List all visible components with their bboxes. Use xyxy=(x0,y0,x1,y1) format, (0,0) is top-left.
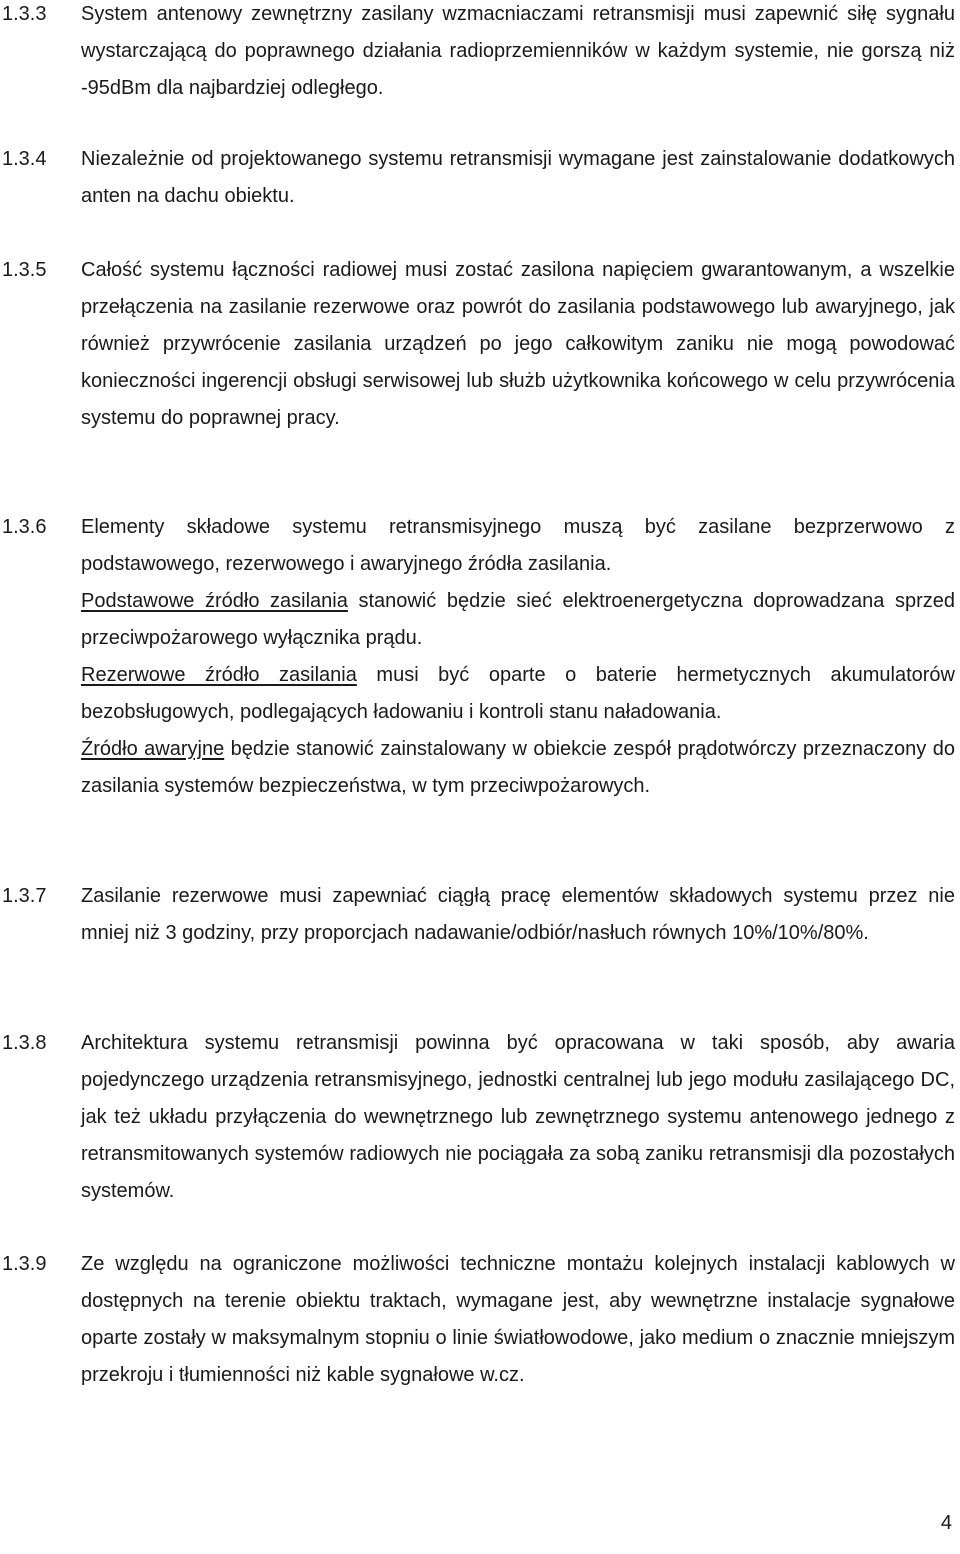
section-number: 1.3.9 xyxy=(2,1253,47,1275)
page-number: 4 xyxy=(940,1512,952,1534)
section-number: 1.3.4 xyxy=(2,148,47,170)
section-number: 1.3.3 xyxy=(2,3,47,25)
paragraph-text: będzie stanowić zainstalowany w obiekcie zespół prądotwórczy przeznaczony do zasilania systemów bezpieczeństwa, w tym przeciwpożarowych. xyxy=(81,738,955,797)
section-body xyxy=(81,509,955,805)
section-body xyxy=(81,0,955,107)
section-number: 1.3.8 xyxy=(2,1032,47,1054)
section-body xyxy=(81,252,955,437)
paragraph xyxy=(81,731,955,805)
paragraph-text: stanowić będzie sieć elektroenergetyczna doprowadzana sprzed przeciwpożarowego wyłącznika prądu. xyxy=(81,590,955,649)
paragraph: System antenowy zewnętrzny zasilany wzmacniaczami retransmisji musi zapewnić siłę sygnału wystarczającą do poprawnego działania radioprzemienników w każdym systemie, nie gorszą niż -95dBm dla najbardziej odległego. xyxy=(81,3,955,99)
paragraph: Elementy składowe systemu retransmisyjnego muszą być zasilane bezprzerwowo z podstawowego, rezerwowego i awaryjnego źródła zasilania. xyxy=(81,516,955,575)
underlined-term: Źródło awaryjne xyxy=(81,738,225,760)
paragraph xyxy=(81,657,955,731)
section-body xyxy=(81,141,955,215)
paragraph: Całość systemu łączności radiowej musi zostać zasilona napięciem gwarantowanym, a wszelkie przełączenia na zasilanie rezerwowe oraz powrót do zasilania podstawowego lub awaryjnego, jak również przywrócenie zasilania urządzeń po jego całkowitym zaniku nie mogą powodować konieczności ingerencji obsługi serwisowej lub służb użytkownika końcowego w celu przywrócenia systemu do poprawnej pracy. xyxy=(81,259,955,429)
paragraph: Architektura systemu retransmisji powinna być opracowana w taki sposób, aby awaria pojedynczego urządzenia retransmisyjnego, jednostki centralnej lub jego modułu zasilającego DC, jak też układu przyłączenia do wewnętrznego lub zewnętrznego systemu antenowego jednego z retransmitowanych systemów radiowych nie pociągała za sobą zaniku retransmisji dla pozostałych systemów. xyxy=(81,1032,955,1202)
section-number: 1.3.5 xyxy=(2,259,47,281)
paragraph xyxy=(81,583,955,657)
paragraph: Niezależnie od projektowanego systemu retransmisji wymagane jest zainstalowanie dodatkowych anten na dachu obiektu. xyxy=(81,148,955,207)
paragraph-text: musi być oparte o baterie hermetycznych akumulatorów bezobsługowych, podlegających ładowaniu i kontroli stanu naładowania. xyxy=(81,664,956,723)
underlined-term: Rezerwowe źródło zasilania xyxy=(81,664,357,686)
paragraph: Ze względu na ograniczone możliwości techniczne montażu kolejnych instalacji kablowych w dostępnych na terenie obiektu traktach, wymagane jest, aby wewnętrzne instalacje sygnałowe oparte zostały w maksymalnym stopniu o linie światłowodowe, jako medium o znacznie mniejszym przekroju i tłumienności niż kable sygnałowe w.cz. xyxy=(81,1253,955,1386)
paragraph: Zasilanie rezerwowe musi zapewniać ciągłą pracę elementów składowych systemu przez nie mniej niż 3 godziny, przy proporcjach nadawanie/odbiór/nasłuch równych 10%/10%/80%. xyxy=(81,885,955,944)
section-body xyxy=(81,1025,955,1210)
section-body xyxy=(81,1246,955,1394)
underlined-term: Podstawowe źródło zasilania xyxy=(81,590,348,612)
section-body xyxy=(81,878,955,952)
section-number: 1.3.6 xyxy=(2,516,47,538)
section-number: 1.3.7 xyxy=(2,885,47,907)
